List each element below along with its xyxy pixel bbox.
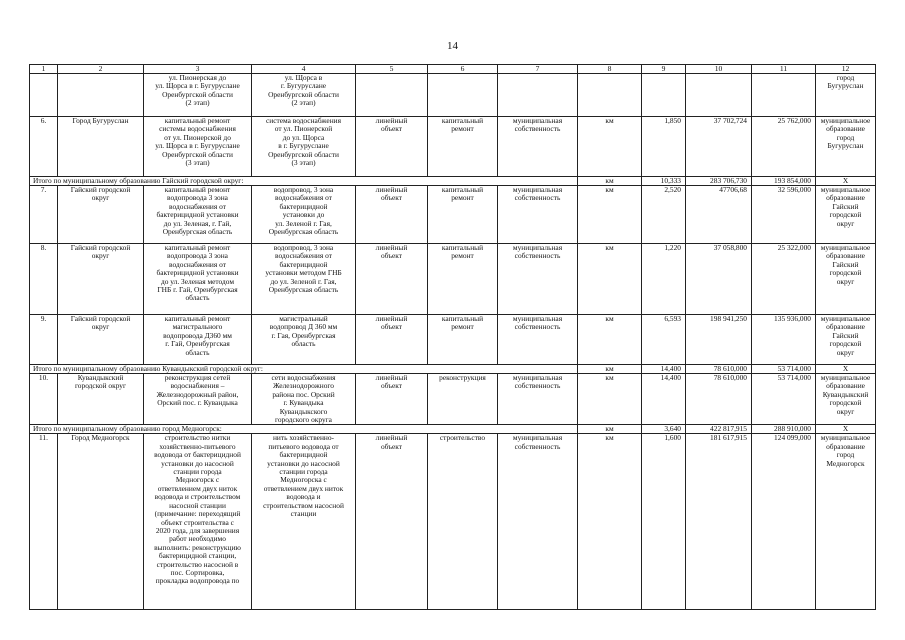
total-cost: 198 941,250 [686, 315, 752, 365]
unit: км [578, 186, 642, 244]
total-cost: 37 058,800 [686, 244, 752, 315]
object-name: строительство нитки хозяйственно-питьевого водовода от бактерицидной установки до насосной станции города Медногорск с ответвлением двух ниток водовода и строительством насосной станции (примечание: переходящий объект строительства с 2020 года, для завершения работ необходимо выполнить: реконструкцию бактерицидной станции, строительство насосной в пос. Сортировка, прокладка водопровода по [144, 434, 252, 610]
table-row [30, 244, 876, 315]
unit: км [578, 117, 642, 177]
owner: муниципальное образование Гайский городской округ [816, 315, 876, 365]
table-row [30, 315, 876, 365]
total-cost: 78 610,000 [686, 374, 752, 425]
unit: км [578, 315, 642, 365]
capacity: 1,850 [642, 117, 686, 177]
funding: 53 714,000 [752, 374, 816, 425]
row-number: 11. [30, 434, 58, 610]
object-description: водопровод, 3 зона водоснабжения от бактерицидной установки до ул. Зеленой г. Гая, Оренбургская область [252, 186, 356, 244]
funding: 124 099,000 [752, 434, 816, 610]
work-type: капитальный ремонт [428, 315, 498, 365]
owner: Х [816, 425, 876, 434]
objects-table [29, 64, 876, 610]
row-number: 7. [30, 186, 58, 244]
municipality: Город Бугуруслан [58, 117, 144, 177]
object-type: линейный объект [356, 244, 428, 315]
unit: км [578, 365, 642, 374]
object-description: водопровод, 3 зона водоснабжения от бактерицидной установки методом ГНБ до ул. Зеленой г. Гая, Оренбургская область [252, 244, 356, 315]
col-header: 7 [498, 65, 578, 74]
funding: 135 936,000 [752, 315, 816, 365]
col-header: 10 [686, 65, 752, 74]
owner: муниципальное образование Кувандыкский городской округ [816, 374, 876, 425]
total-cost: 181 617,915 [686, 434, 752, 610]
ownership: муниципальная собственность [498, 315, 578, 365]
unit: км [578, 425, 642, 434]
funding: 25 762,000 [752, 117, 816, 177]
owner: муниципальное образование Гайский городской округ [816, 244, 876, 315]
col-header: 5 [356, 65, 428, 74]
col-header: 2 [58, 65, 144, 74]
col-header: 3 [144, 65, 252, 74]
object-description: сети водоснабжения Железнодорожного района пос. Орский г. Кувандыка Кувандыкского городского округа [252, 374, 356, 425]
object-type: линейный объект [356, 374, 428, 425]
object-name: капитальный ремонт водопровода 3 зона водоснабжения от бактерицидной установки до ул. Зеленая, г. Гай, Оренбургская область [144, 186, 252, 244]
col-header: 6 [428, 65, 498, 74]
municipality: Гайский городской округ [58, 186, 144, 244]
continued-row [30, 74, 876, 117]
capacity: 2,520 [642, 186, 686, 244]
work-type: капитальный ремонт [428, 117, 498, 177]
total-label: Итого по муниципальному образованию Кувандыкский городской округ: [30, 365, 578, 374]
table-row [30, 434, 876, 610]
capacity: 3,640 [642, 425, 686, 434]
owner: Х [816, 177, 876, 186]
funding: 288 910,000 [752, 425, 816, 434]
ownership: муниципальная собственность [498, 434, 578, 610]
funding: 53 714,000 [752, 365, 816, 374]
funding: 32 596,000 [752, 186, 816, 244]
owner: муниципальное образование город Бугуруслан [816, 117, 876, 177]
object-description: магистральный водопровод Д 360 мм г. Гая, Оренбургская область [252, 315, 356, 365]
work-type: реконструкция [428, 374, 498, 425]
table-row [30, 374, 876, 425]
capacity: 1,220 [642, 244, 686, 315]
object-type: линейный объект [356, 434, 428, 610]
total-cost: 422 817,915 [686, 425, 752, 434]
col-header: 8 [578, 65, 642, 74]
ownership: муниципальная собственность [498, 244, 578, 315]
object-description: ул. Щорса в г. Бугуруслане Оренбургской области (2 этап) [252, 74, 356, 117]
capacity: 6,593 [642, 315, 686, 365]
total-cost: 283 706,730 [686, 177, 752, 186]
object-name: ул. Пионерская до ул. Щорса в г. Бугуруслане Оренбургской области (2 этап) [144, 74, 252, 117]
unit: км [578, 244, 642, 315]
total-cost: 47706,68 [686, 186, 752, 244]
municipality: Кувандыкский городской округ [58, 374, 144, 425]
unit: км [578, 434, 642, 610]
row-number: 10. [30, 374, 58, 425]
funding: 193 854,000 [752, 177, 816, 186]
ownership: муниципальная собственность [498, 374, 578, 425]
col-header: 12 [816, 65, 876, 74]
row-number: 6. [30, 117, 58, 177]
object-type: линейный объект [356, 117, 428, 177]
object-name: реконструкция сетей водоснабжения – Железнодорожный район, Орский пос. г. Кувандыка [144, 374, 252, 425]
owner: город Бугуруслан [816, 74, 876, 117]
municipality: Город Медногорск [58, 434, 144, 610]
unit: км [578, 177, 642, 186]
work-type: строительство [428, 434, 498, 610]
col-header: 1 [30, 65, 58, 74]
unit: км [578, 374, 642, 425]
owner: муниципальное образование Гайский городской округ [816, 186, 876, 244]
total-cost: 78 610,000 [686, 365, 752, 374]
total-label: Итого по муниципальному образованию Гайский городской округ: [30, 177, 578, 186]
total-row [30, 365, 876, 374]
ownership: муниципальная собственность [498, 117, 578, 177]
capacity: 10,333 [642, 177, 686, 186]
total-label: Итого по муниципальному образованию город Медногорск: [30, 425, 578, 434]
row-number: 9. [30, 315, 58, 365]
total-cost: 37 702,724 [686, 117, 752, 177]
object-name: капитальный ремонт системы водоснабжения от ул. Пионерской до ул. Щорса в г. Бугуруслане Оренбургской области (3 этап) [144, 117, 252, 177]
col-header: 11 [752, 65, 816, 74]
capacity: 14,400 [642, 365, 686, 374]
object-description: система водоснабжения от ул. Пионерской до ул. Щорса в г. Бугуруслане Оренбургской области (3 этап) [252, 117, 356, 177]
object-type: линейный объект [356, 186, 428, 244]
total-row [30, 177, 876, 186]
capacity: 14,400 [642, 374, 686, 425]
ownership: муниципальная собственность [498, 186, 578, 244]
page-number: 14 [447, 40, 458, 52]
col-header: 4 [252, 65, 356, 74]
table-row [30, 117, 876, 177]
work-type: капитальный ремонт [428, 244, 498, 315]
col-header: 9 [642, 65, 686, 74]
column-number-row [30, 65, 876, 74]
object-name: капитальный ремонт магистрального водопровода Д360 мм г. Гай, Оренбургская область [144, 315, 252, 365]
total-row [30, 425, 876, 434]
owner: муниципальное образование город Медногорск [816, 434, 876, 610]
municipality: Гайский городской округ [58, 315, 144, 365]
object-type: линейный объект [356, 315, 428, 365]
work-type: капитальный ремонт [428, 186, 498, 244]
object-name: капитальный ремонт водопровода 3 зона водоснабжения от бактерицидной установки до ул. Зеленая методом ГНБ г. Гай, Оренбургская область [144, 244, 252, 315]
municipality: Гайский городской округ [58, 244, 144, 315]
table-row [30, 186, 876, 244]
owner: Х [816, 365, 876, 374]
capacity: 1,600 [642, 434, 686, 610]
row-number: 8. [30, 244, 58, 315]
funding: 25 322,000 [752, 244, 816, 315]
object-description: нить хозяйственно- питьевого водовода от бактерицидной установки до насосной станции города Медногорска с ответвлением двух ниток водовода и строительством насосной станции [252, 434, 356, 610]
